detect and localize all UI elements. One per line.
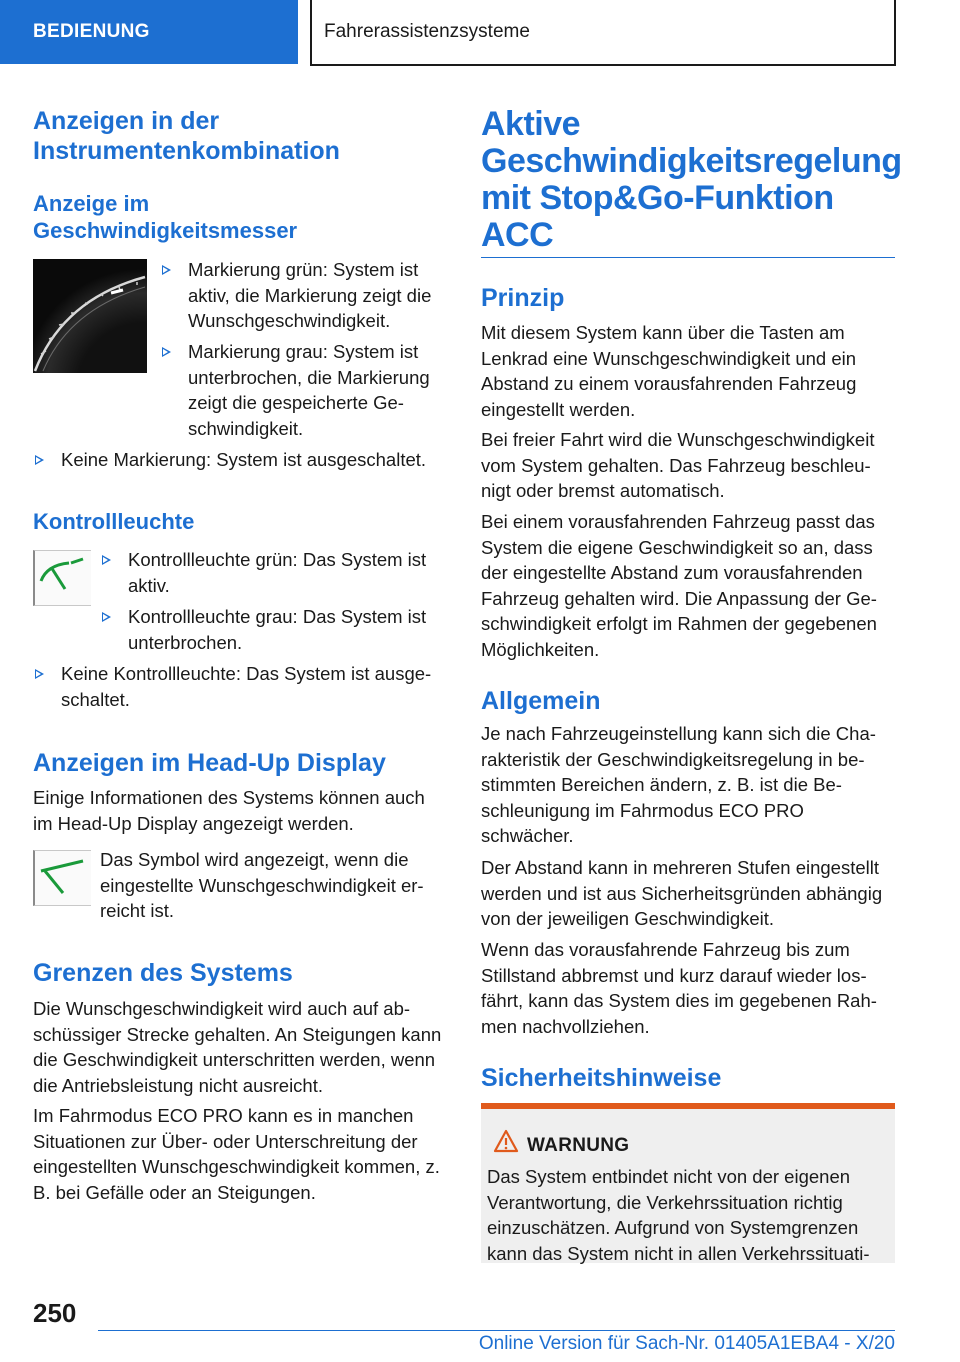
allgemein-paragraph-3: Wenn das vorausfahrende Fahrzeug bis zum Stillstand abbremst und kurz darauf wieder los-fährt, kann das System dies im gegebenen Rah-men nachvollziehen. — [481, 939, 877, 1037]
heading-kontrollleuchte: Kontrollleuchte — [33, 509, 195, 534]
title-rule — [481, 257, 895, 258]
heading-sicherheitshinweise: Sicherheitshinweise — [481, 1064, 722, 1092]
list-item-text: Keine Markierung: System ist ausgeschaltet. — [61, 449, 427, 470]
warning-box — [481, 1103, 895, 1263]
list-item — [100, 547, 450, 598]
list-item — [160, 257, 450, 334]
prinzip-paragraph-3: Bei einem vorausfahrenden Fahrzeug passt das System die eigene Geschwindigkeit so an, dass der eingestellte Abstand zum vorausfahrenden Fahrzeug gehalten wird. Die Anpassung der Ge-schwindigkeit erfolgt im Rahmen der gegebenen Möglichkeiten. — [481, 511, 877, 660]
warning-text: Das System entbindet nicht von der eigenen Verantwortung, die Verkehrssituation richtig einzuschätzen. Aufgrund von Systemgrenzen kann das System nicht in allen Verkehrssituati- — [487, 1166, 870, 1264]
acc-green-icon — [33, 550, 91, 606]
warning-triangle-icon — [493, 1129, 519, 1158]
triangle-bullet-icon — [102, 612, 111, 622]
prinzip-paragraph-1: Mit diesem System kann über die Tasten am Lenkrad eine Wunschgeschwindigkeit und ein Abstand zu einem vorausfahrenden Fahrzeug eingestellt werden. — [481, 322, 857, 420]
allgemein-paragraph-2: Der Abstand kann in mehreren Stufen eingestellt werden und ist aus Sicherheitsgründen abhängig von der jeweiligen Geschwindigkeit. — [481, 857, 883, 929]
grenzen-paragraph-2: Im Fahrmodus ECO PRO kann es in manchen Situationen zur Über- oder Unterschreitung der eingestellten Wunschgeschwindigkeit kommen, z. B. bei Gefälle oder an Steigungen. — [33, 1105, 440, 1203]
list-item-text: Markierung grün: System ist aktiv, die Markierung zeigt die Wunschgeschwindigkeit. — [188, 259, 432, 331]
list-item — [100, 604, 450, 655]
list-item-text: Kontrollleuchte grau: Das System ist unterbrochen. — [128, 606, 427, 653]
triangle-bullet-icon — [35, 455, 44, 465]
page-number: 250 — [33, 1298, 77, 1328]
page-header — [0, 0, 960, 66]
heading-prinzip: Prinzip — [481, 284, 565, 312]
hud-icon-description: Das Symbol wird angezeigt, wenn die eingestellte Wunschgeschwindigkeit er-reicht ist. — [100, 849, 424, 921]
triangle-bullet-icon — [35, 669, 44, 679]
heading-anzeige-tacho: Anzeige im Geschwindigkeitsmesser — [33, 191, 298, 243]
list-item — [33, 661, 447, 712]
section-label: BEDIENUNG — [0, 0, 298, 64]
hud-paragraph: Einige Informationen des Systems können auch im Head-Up Display angezeigt werden. — [33, 787, 425, 834]
list-item-text: Markierung grau: System ist unterbrochen, die Markierung zeigt die gespeicherte Ge-schwindigkeit. — [188, 341, 430, 439]
heading-anzeigen-kombination: Anzeigen in der Instrumentenkombination — [33, 107, 340, 165]
triangle-bullet-icon — [102, 555, 111, 565]
chapter-title: Aktive Geschwindigkeitsregelung mit Stop&Go-Funktion ACC — [481, 105, 902, 254]
prinzip-paragraph-2: Bei freier Fahrt wird die Wunschgeschwindigkeit vom System gehalten. Das Fahrzeug beschleu-nigt oder bremst automatisch. — [481, 429, 875, 501]
heading-hud: Anzeigen im Head-Up Display — [33, 749, 386, 777]
allgemein-paragraph-1: Je nach Fahrzeugeinstellung kann sich die Cha-rakteristik der Geschwindigkeitsregelung in be-stimmten Bereichen ändern, z. B. ist die Be-schleunigung im Fahrmodus ECO PRO schwächer. — [481, 723, 876, 846]
list-item-text: Keine Kontrollleuchte: Das System ist ausge-schaltet. — [61, 663, 432, 710]
list-item — [160, 339, 450, 441]
warning-title: WARNUNG — [527, 1135, 630, 1156]
heading-allgemein: Allgemein — [481, 687, 601, 715]
list-item — [33, 447, 447, 473]
triangle-bullet-icon — [162, 347, 171, 357]
heading-grenzen: Grenzen des Systems — [33, 959, 293, 987]
acc-hud-icon — [33, 850, 91, 906]
footer-online-version: Online Version für Sach-Nr. 01405A1EBA4 - X/20 — [478, 1333, 895, 1354]
speedometer-image — [33, 259, 147, 373]
triangle-bullet-icon — [162, 265, 171, 275]
chapter-label: Fahrerassistenzsysteme — [324, 21, 530, 42]
grenzen-paragraph-1: Die Wunschgeschwindigkeit wird auch auf ab-schüssiger Strecke gehalten. An Steigungen kann die Geschwindigkeit unterschritten werden, wenn die Antriebsleistung nicht ausreicht. — [33, 998, 442, 1096]
list-item-text: Kontrollleuchte grün: Das System ist aktiv. — [128, 549, 427, 596]
